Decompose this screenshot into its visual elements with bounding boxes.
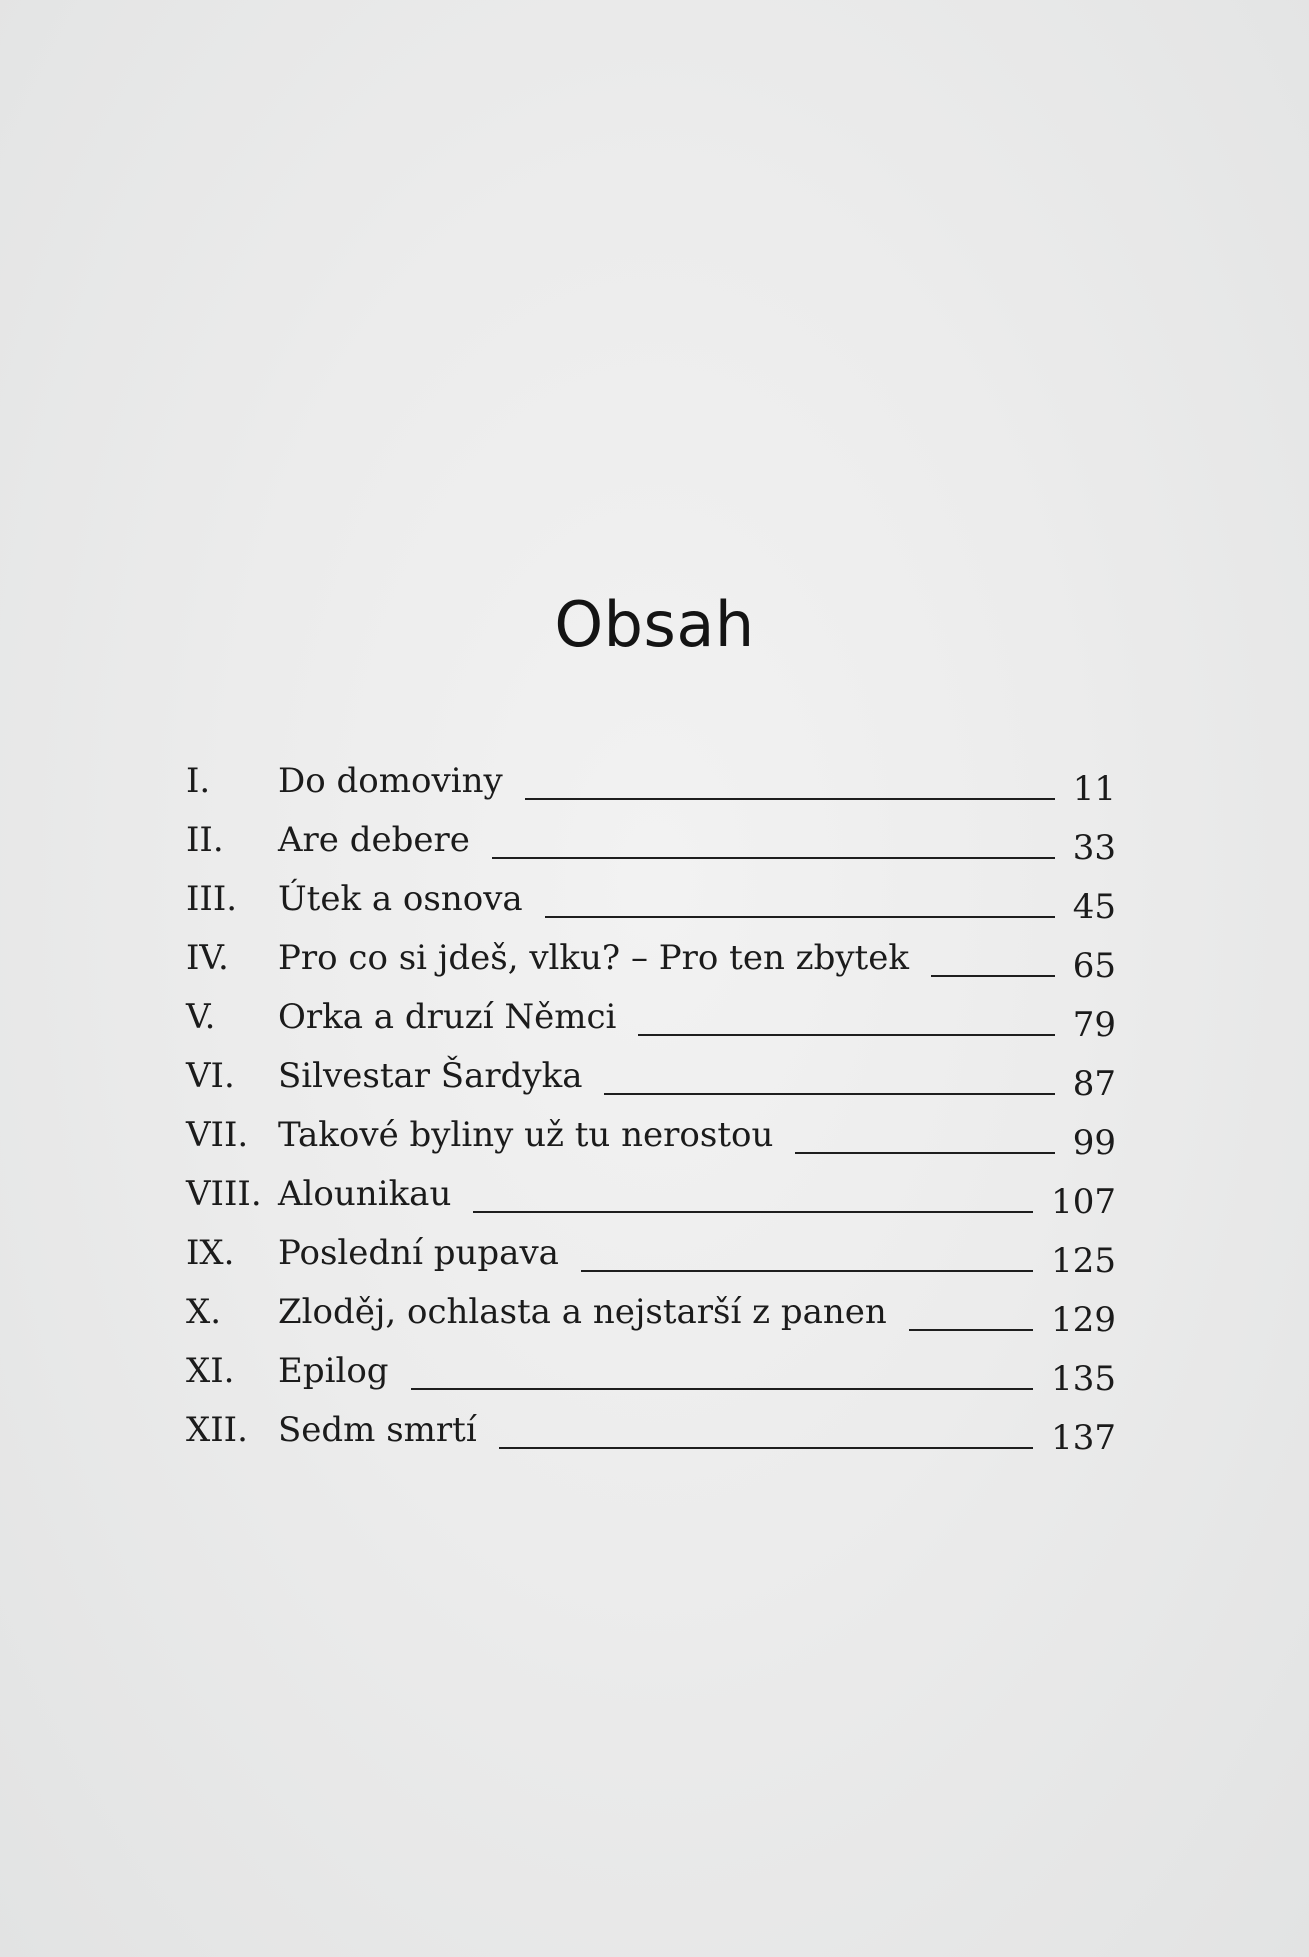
leader-line [525, 798, 1055, 800]
chapter-number: V. [186, 997, 216, 1037]
leader-line [638, 1034, 1055, 1036]
toc-entry-8 [186, 1168, 1116, 1227]
toc-entry-10 [186, 1286, 1116, 1345]
chapter-number: IV. [186, 938, 229, 978]
leader-line [581, 1270, 1033, 1272]
chapter-title: Zloděj, ochlasta a nejstarší z panen [278, 1292, 887, 1332]
chapter-number: X. [186, 1292, 222, 1332]
page-number: 11 [1072, 769, 1116, 809]
page-number: 79 [1072, 1005, 1116, 1045]
chapter-number: XII. [186, 1410, 248, 1450]
leader-line [473, 1211, 1033, 1213]
toc-entry-3 [186, 873, 1116, 932]
toc-entry-12 [186, 1404, 1116, 1463]
page-number: 33 [1072, 828, 1116, 868]
toc-entry-4 [186, 932, 1116, 991]
toc-entry-1 [186, 755, 1116, 814]
chapter-title: Poslední pupava [278, 1233, 559, 1273]
page-title: Obsah [554, 587, 755, 661]
chapter-title: Alounikau [278, 1174, 452, 1214]
chapter-title: Útek a osnova [278, 879, 523, 919]
chapter-number: IX. [186, 1233, 235, 1273]
leader-line [909, 1329, 1033, 1331]
leader-line [545, 916, 1055, 918]
chapter-title: Pro co si jdeš, vlku? – Pro ten zbytek [278, 938, 909, 978]
chapter-number: XI. [186, 1351, 235, 1391]
chapter-title: Do domoviny [278, 761, 503, 801]
page-number: 45 [1072, 887, 1116, 927]
chapter-title: Sedm smrtí [278, 1410, 477, 1450]
page-number: 129 [1051, 1300, 1116, 1340]
page-number: 87 [1072, 1064, 1116, 1104]
chapter-number: VI. [186, 1056, 235, 1096]
leader-line [411, 1388, 1033, 1390]
page-number: 99 [1072, 1123, 1116, 1163]
toc-entry-2 [186, 814, 1116, 873]
chapter-number: VIII. [186, 1174, 262, 1214]
chapter-title: Epilog [278, 1351, 389, 1391]
toc-entry-9 [186, 1227, 1116, 1286]
chapter-title: Silvestar Šardyka [278, 1056, 583, 1096]
leader-line [499, 1447, 1033, 1449]
toc-entry-11 [186, 1345, 1116, 1404]
page-number: 107 [1051, 1182, 1116, 1222]
leader-line [795, 1152, 1055, 1154]
leader-line [931, 975, 1055, 977]
page-number: 65 [1072, 946, 1116, 986]
chapter-number: VII. [186, 1115, 249, 1155]
toc-entry-7 [186, 1109, 1116, 1168]
leader-line [604, 1093, 1055, 1095]
page-number: 137 [1051, 1418, 1116, 1458]
page-number: 135 [1051, 1359, 1116, 1399]
toc-entry-5 [186, 991, 1116, 1050]
chapter-title: Are debere [278, 820, 470, 860]
toc-entry-6 [186, 1050, 1116, 1109]
chapter-title: Orka a druzí Němci [278, 997, 617, 1037]
page-number: 125 [1051, 1241, 1116, 1281]
leader-line [492, 857, 1055, 859]
chapter-title: Takové byliny už tu nerostou [278, 1115, 774, 1155]
chapter-number: III. [186, 879, 238, 919]
chapter-number: II. [186, 820, 224, 860]
chapter-number: I. [186, 761, 211, 801]
table-of-contents [186, 755, 1116, 1463]
